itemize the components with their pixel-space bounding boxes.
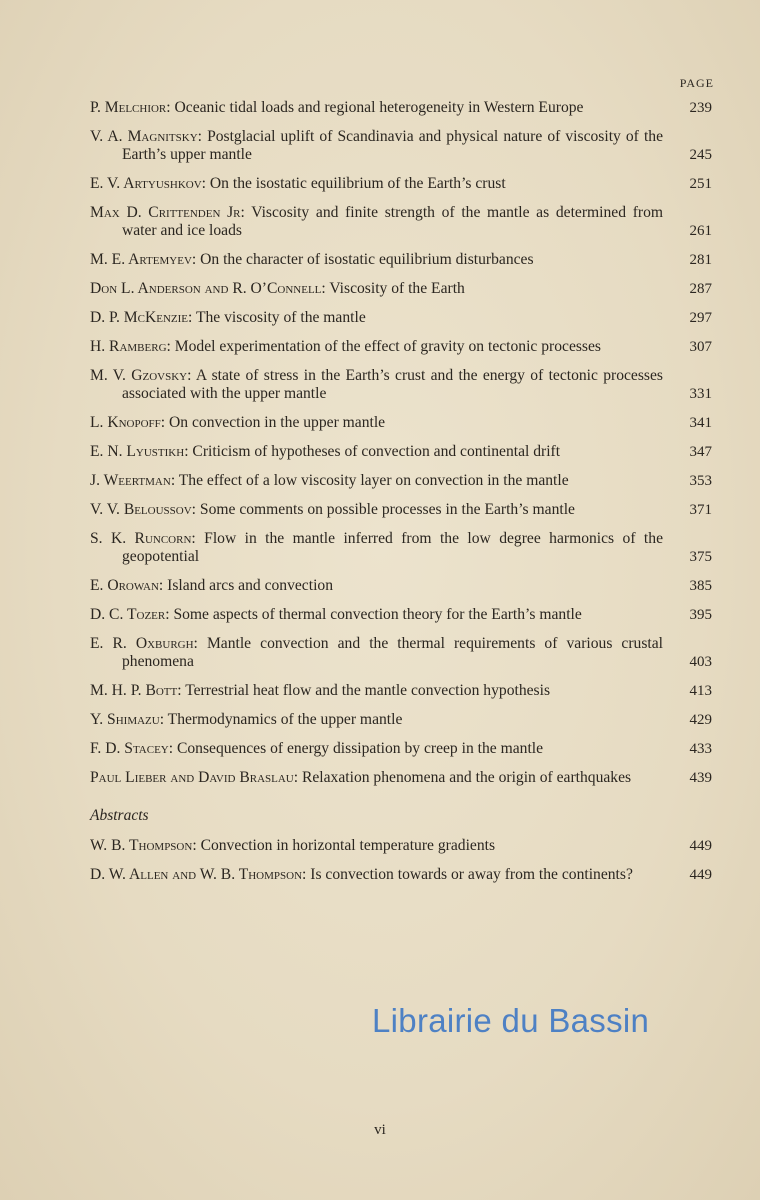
entry-title: A state of stress in the Earth’s crust and the energy of tectonic processes associated with the upper mantle xyxy=(122,367,663,402)
entry-page: 297 xyxy=(689,310,712,326)
entry-page: 433 xyxy=(689,741,712,757)
entry-author: V. V. Beloussov xyxy=(90,501,192,518)
entry-author: L. Knopoff xyxy=(90,414,161,431)
page-column-header: PAGE xyxy=(679,76,714,90)
entry-title: Model experimentation of the effect of gravity on tectonic processes xyxy=(174,338,601,355)
entry-page: 413 xyxy=(689,683,712,699)
entry-title: Convection in horizontal temperature gradients xyxy=(200,837,496,854)
entry-page: 287 xyxy=(689,281,712,297)
entry-author: F. D. Stacey xyxy=(90,740,169,757)
entry-title: Mantle convection and the thermal requirements of various crustal phenomena xyxy=(122,635,664,670)
entry-title: On the character of isostatic equilibrium disturbances xyxy=(200,251,534,268)
entry-title: Consequences of energy dissipation by creep in the mantle xyxy=(176,740,544,757)
entry-title: Some comments on possible processes in the Earth’s mantle xyxy=(199,501,575,518)
table-of-contents xyxy=(90,99,712,895)
entry-page: 281 xyxy=(689,252,712,268)
toc-entry: E. Orowan: Island arcs and convection 385 xyxy=(90,577,712,594)
toc-entry: J. Weertman: The effect of a low viscosity layer on convection in the mantle 353 xyxy=(90,472,712,489)
entry-author: E. Orowan xyxy=(90,577,159,594)
entry-author: D. C. Tozer xyxy=(90,606,166,623)
toc-entry: W. B. Thompson: Convection in horizontal temperature gradients 449 xyxy=(90,837,712,854)
entry-author: E. R. Oxburgh xyxy=(90,635,194,652)
entry-page: 307 xyxy=(689,339,712,355)
entry-page: 439 xyxy=(689,770,712,786)
entry-page: 429 xyxy=(689,712,712,728)
entry-title: Viscosity and finite strength of the mantle as determined from water and ice loads xyxy=(122,204,664,239)
entry-title: Terrestrial heat flow and the mantle convection hypothesis xyxy=(185,682,551,699)
entry-author: M. E. Artemyev xyxy=(90,251,192,268)
toc-entry: E. R. Oxburgh: Mantle convection and the thermal requirements of various crustal phenomena 403 xyxy=(90,635,712,670)
toc-entry: Y. Shimazu: Thermodynamics of the upper mantle 429 xyxy=(90,711,712,728)
entry-page: 261 xyxy=(689,223,712,239)
entry-page: 449 xyxy=(689,867,712,883)
entry-page: 245 xyxy=(689,147,712,163)
toc-entry: Paul Lieber and David Braslau: Relaxation phenomena and the origin of earthquakes 439 xyxy=(90,769,712,786)
toc-entry: P. Melchior: Oceanic tidal loads and regional heterogeneity in Western Europe 239 xyxy=(90,99,712,116)
entry-page: 341 xyxy=(689,415,712,431)
entry-page: 251 xyxy=(689,176,712,192)
abstracts-heading: Abstracts xyxy=(90,807,149,824)
page-number: vi xyxy=(374,1122,386,1138)
entry-page: 239 xyxy=(689,100,712,116)
entry-title: The viscosity of the mantle xyxy=(195,309,366,326)
entry-title: Criticism of hypotheses of convection and continental drift xyxy=(192,443,561,460)
toc-entry: Max D. Crittenden Jr: Viscosity and finite strength of the mantle as determined from water and ice loads 261 xyxy=(90,204,712,239)
entry-author: D. W. Allen and W. B. Thompson xyxy=(90,866,303,883)
entry-title: On convection in the upper mantle xyxy=(169,414,386,431)
entry-author: Max D. Crittenden Jr xyxy=(90,204,241,221)
entry-author: J. Weertman xyxy=(90,472,171,489)
toc-entry: Don L. Anderson and R. O’Connell: Viscosity of the Earth 287 xyxy=(90,280,712,297)
entry-title: Oceanic tidal loads and regional heterogeneity in Western Europe xyxy=(174,99,584,116)
entry-title: Is convection towards or away from the continents? xyxy=(310,866,633,883)
entry-title: Thermodynamics of the upper mantle xyxy=(167,711,403,728)
entry-title: Island arcs and convection xyxy=(167,577,333,594)
entry-page: 375 xyxy=(689,549,712,565)
toc-entry: D. P. McKenzie: The viscosity of the mantle 297 xyxy=(90,309,712,326)
entry-author: P. Melchior xyxy=(90,99,167,116)
entry-author: H. Ramberg xyxy=(90,338,167,355)
toc-entry: D. W. Allen and W. B. Thompson: Is convection towards or away from the continents? 449 xyxy=(90,866,712,883)
toc-entry: E. V. Artyushkov: On the isostatic equilibrium of the Earth’s crust 251 xyxy=(90,175,712,192)
entry-page: 395 xyxy=(689,607,712,623)
toc-entry: L. Knopoff: On convection in the upper mantle 341 xyxy=(90,414,712,431)
entry-page: 331 xyxy=(689,386,712,402)
toc-entry: M. V. Gzovsky: A state of stress in the Earth’s crust and the energy of tectonic processes associated with the upper mantle 331 xyxy=(90,367,712,402)
entry-title: Some aspects of thermal convection theory for the Earth’s mantle xyxy=(173,606,582,623)
entry-page: 371 xyxy=(689,502,712,518)
entry-page: 449 xyxy=(689,838,712,854)
entry-title: Flow in the mantle inferred from the low degree harmonics of the geopotential xyxy=(122,530,663,565)
entry-author: D. P. McKenzie xyxy=(90,309,189,326)
toc-entry: H. Ramberg: Model experimentation of the effect of gravity on tectonic processes 307 xyxy=(90,338,712,355)
entry-author: M. V. Gzovsky xyxy=(90,367,188,384)
entry-page: 403 xyxy=(689,654,712,670)
entry-author: M. H. P. Bott xyxy=(90,682,178,699)
toc-entry: S. K. Runcorn: Flow in the mantle inferred from the low degree harmonics of the geopotential 375 xyxy=(90,530,712,565)
toc-entry: V. V. Beloussov: Some comments on possible processes in the Earth’s mantle 371 xyxy=(90,501,712,518)
bookseller-watermark: Librairie du Bassin xyxy=(372,1002,650,1039)
entry-author: E. N. Lyustikh xyxy=(90,443,185,460)
entry-author: Y. Shimazu xyxy=(90,711,160,728)
entry-author: V. A. Magnitsky xyxy=(90,128,198,145)
entry-title: The effect of a low viscosity layer on convection in the mantle xyxy=(178,472,569,489)
entry-author: E. V. Artyushkov xyxy=(90,175,202,192)
entry-page: 353 xyxy=(689,473,712,489)
entry-page: 385 xyxy=(689,578,712,594)
toc-entry: M. E. Artemyev: On the character of isostatic equilibrium disturbances 281 xyxy=(90,251,712,268)
entry-title: Postglacial uplift of Scandinavia and physical nature of viscosity of the Earth’s upper mantle xyxy=(122,128,663,163)
toc-entry: D. C. Tozer: Some aspects of thermal convection theory for the Earth’s mantle 395 xyxy=(90,606,712,623)
toc-entry: V. A. Magnitsky: Postglacial uplift of Scandinavia and physical nature of viscosity of the Earth’s upper mantle 245 xyxy=(90,128,712,163)
entry-author: Paul Lieber and David Braslau xyxy=(90,769,294,786)
toc-entry: F. D. Stacey: Consequences of energy dissipation by creep in the mantle 433 xyxy=(90,740,712,757)
entry-author: Don L. Anderson and R. O’Connell xyxy=(90,280,322,297)
entry-title: Relaxation phenomena and the origin of earthquakes xyxy=(301,769,632,786)
entry-author: W. B. Thompson xyxy=(90,837,193,854)
entry-title: On the isostatic equilibrium of the Earth’s crust xyxy=(209,175,506,192)
entry-title: Viscosity of the Earth xyxy=(329,280,465,297)
toc-entry: M. H. P. Bott: Terrestrial heat flow and the mantle convection hypothesis 413 xyxy=(90,682,712,699)
toc-entry: E. N. Lyustikh: Criticism of hypotheses of convection and continental drift 347 xyxy=(90,443,712,460)
entry-page: 347 xyxy=(689,444,712,460)
entry-author: S. K. Runcorn xyxy=(90,530,192,547)
